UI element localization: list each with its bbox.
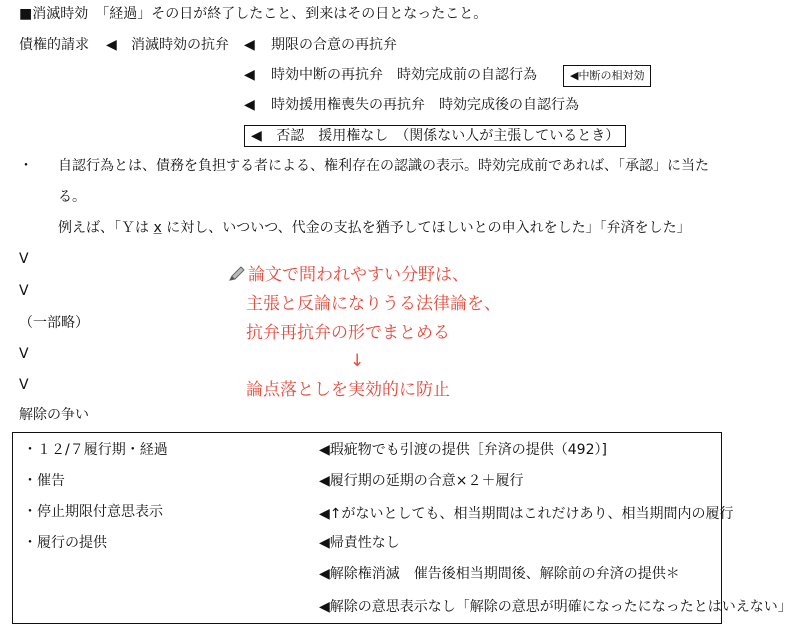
example-prefix: 例えば、「Ｙは (58, 220, 154, 236)
omitted-note: （一部略） (19, 315, 89, 331)
relative-effect-note: ◀中断の相対効 (563, 65, 651, 87)
bullet: ・ (19, 158, 33, 174)
tree-rebuttal-4: 否認 援用権なし （関係ない人が主張しているとき） (276, 128, 620, 144)
defense-item: ◀解除の意思表示なし「解除の意思が明確になったになったとはいえない」 (319, 599, 792, 615)
claim-item: ・停止期限付意思表示 (23, 504, 163, 520)
tree-defense: 消滅時効の抗弁 (131, 37, 229, 53)
arrow-icon: ◀ (251, 128, 262, 144)
defense-item: ◀解除権消滅 催告後相当期間後、解除前の弁済の提供＊ (319, 566, 680, 582)
marker-v: V (19, 251, 29, 267)
annotation-line-3: 抗弁再抗弁の形でまとめる (246, 323, 450, 343)
marker-v: V (19, 283, 29, 299)
arrow-icon: ◀ (244, 67, 255, 83)
tree-rebuttal-1: 期限の合意の再抗弁 (271, 37, 397, 53)
defense-item: ◀↑がないとしても、相当期間はこれだけあり、相当期間内の履行 (319, 506, 734, 522)
down-arrow-icon: ↓ (350, 351, 365, 371)
defense-item: ◀瑕疵物でも引渡の提供［弁済の提供（492）] (319, 442, 607, 458)
page-heading: ■消滅時効 「経過」その日が終了したこと、到来はその日となったこと。 (19, 6, 488, 22)
explanation-line-1: 自認行為とは、債務を負担する者による、権利存在の認識の表示。時効完成前であれば、「承認」に当た (58, 158, 709, 174)
section-title: 解除の争い (19, 407, 89, 423)
arrow-icon: ◀ (244, 37, 255, 53)
annotation-line-4: 論点落としを実効的に防止 (246, 380, 450, 400)
annotation-line-1: 論文で問われやすい分野は、 (228, 264, 469, 286)
claim-item: ・催告 (23, 473, 65, 489)
marker-v: V (19, 377, 29, 393)
marker-v: V (19, 346, 29, 362)
example-party-x: x (153, 220, 162, 236)
annotation-line-2: 主張と反論になりうる法律論を、 (246, 294, 501, 314)
tree-root-label: 債権的請求 (19, 37, 89, 53)
pencil-icon (228, 265, 246, 283)
tree-rebuttal-3: 時効援用権喪失の再抗弁 時効完成後の自認行為 (271, 97, 579, 113)
claim-item: ・履行の提供 (23, 535, 107, 551)
explanation-line-3 (58, 219, 691, 237)
defense-item: ◀帰責性なし (319, 535, 400, 551)
defense-item: ◀履行期の延期の合意×２＋履行 (319, 473, 524, 489)
arrow-icon: ◀ (244, 97, 255, 113)
rescission-dispute-table (12, 432, 792, 624)
example-suffix: に対し、いついつ、代金の支払を猶予してほしいとの申入れをした」「弁済をした」 (161, 220, 691, 236)
claim-item: ・１２/７履行期・経過 (23, 442, 168, 458)
tree-rebuttal-4-box (244, 125, 626, 147)
arrow-icon: ◀ (106, 37, 117, 53)
explanation-line-2: る。 (58, 189, 86, 205)
tree-rebuttal-2: 時効中断の再抗弁 時効完成前の自認行為 (271, 67, 537, 83)
